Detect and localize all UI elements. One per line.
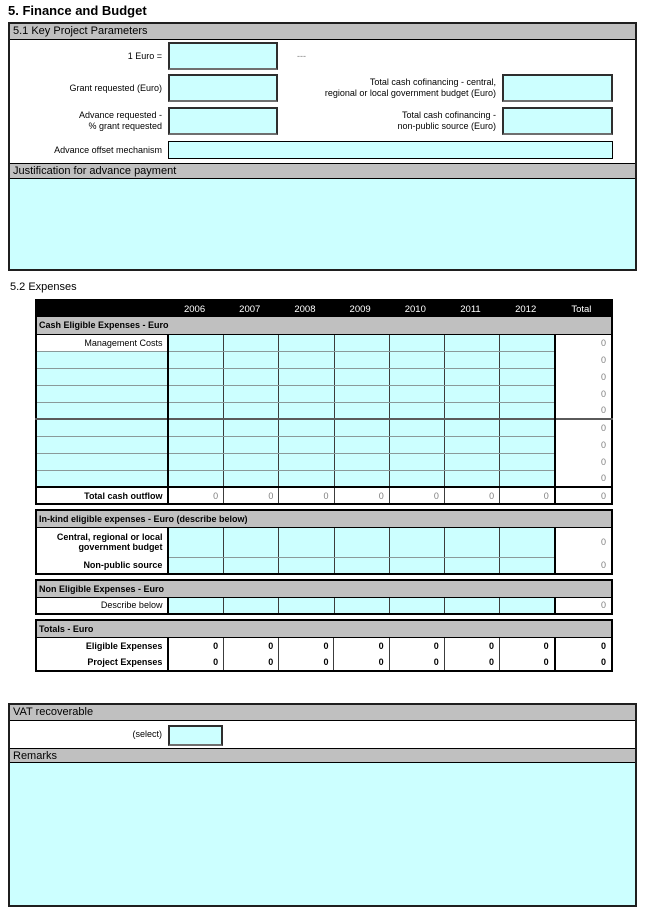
expense-input-cell[interactable] bbox=[168, 402, 223, 419]
cofinancing-central-label bbox=[270, 77, 496, 99]
year-header-total: Total bbox=[555, 300, 612, 317]
cofinancing-nonpublic-input[interactable] bbox=[502, 107, 613, 135]
expense-value-cell: 0 bbox=[500, 487, 555, 504]
row-total-cell: 0 bbox=[555, 368, 612, 385]
expense-input-cell[interactable] bbox=[389, 597, 444, 614]
row-label-cell[interactable] bbox=[36, 470, 168, 487]
row-total-cell: 0 bbox=[555, 351, 612, 368]
expense-input-cell[interactable] bbox=[279, 368, 334, 385]
table-row bbox=[36, 385, 612, 402]
row-label-cell: Total cash outflow bbox=[36, 487, 168, 504]
cofinancing-nonpublic-label-line1: Total cash cofinancing - bbox=[401, 110, 496, 120]
row-total-cell: 0 bbox=[555, 419, 612, 436]
vat-select-label: (select) bbox=[132, 729, 162, 739]
expense-value-cell: 0 bbox=[224, 487, 279, 504]
row-label-cell[interactable] bbox=[36, 419, 168, 436]
expense-input-cell[interactable] bbox=[279, 470, 334, 487]
grant-requested-input[interactable] bbox=[168, 74, 278, 102]
section-header-cash-eligible: Cash Eligible Expenses - Euro bbox=[36, 317, 612, 334]
row-total-cell: 0 bbox=[555, 597, 612, 614]
expense-input-cell[interactable] bbox=[389, 419, 444, 436]
expense-input-cell[interactable] bbox=[444, 597, 499, 614]
expense-input-cell[interactable] bbox=[389, 453, 444, 470]
expenses-area bbox=[35, 299, 613, 676]
expense-input-cell[interactable] bbox=[500, 351, 555, 368]
justification-textarea[interactable] bbox=[10, 179, 635, 269]
expense-input-cell[interactable] bbox=[279, 597, 334, 614]
expense-input-cell[interactable] bbox=[168, 470, 223, 487]
expense-input-cell[interactable] bbox=[168, 453, 223, 470]
remarks-textarea[interactable] bbox=[10, 763, 635, 905]
expense-input-cell[interactable] bbox=[444, 385, 499, 402]
expense-input-cell[interactable] bbox=[279, 402, 334, 419]
expense-input-cell[interactable] bbox=[168, 557, 223, 574]
expense-input-cell[interactable] bbox=[500, 402, 555, 419]
table-row bbox=[36, 419, 612, 436]
page-title: 5. Finance and Budget bbox=[8, 3, 147, 18]
year-header-2012: 2012 bbox=[500, 300, 555, 317]
row-total-cell: 0 bbox=[555, 436, 612, 453]
row-label-cell: Management Costs bbox=[36, 334, 168, 351]
advance-offset-label: Advance offset mechanism bbox=[54, 145, 162, 155]
expense-input-cell[interactable] bbox=[334, 470, 389, 487]
row-total-cell: 0 bbox=[555, 402, 612, 419]
row-total-cell: 0 bbox=[555, 527, 612, 557]
row-total-cell: 0 bbox=[555, 557, 612, 574]
row-label-cell: Central, regional or local government budget bbox=[36, 527, 168, 557]
table-row bbox=[36, 470, 612, 487]
expense-input-cell[interactable] bbox=[444, 527, 499, 557]
cofinancing-nonpublic-label-line2: non-public source (Euro) bbox=[397, 121, 496, 131]
expense-input-cell[interactable] bbox=[334, 453, 389, 470]
row-label-cell[interactable] bbox=[36, 402, 168, 419]
total-row bbox=[36, 487, 612, 504]
expenses-section-in-kind bbox=[35, 509, 613, 575]
section-header-row bbox=[36, 620, 612, 637]
expense-input-cell[interactable] bbox=[444, 351, 499, 368]
row-label-cell[interactable] bbox=[36, 436, 168, 453]
table-row bbox=[36, 402, 612, 419]
expense-input-cell[interactable] bbox=[500, 385, 555, 402]
table-row bbox=[36, 368, 612, 385]
expense-input-cell[interactable] bbox=[224, 385, 279, 402]
expense-input-cell[interactable] bbox=[334, 368, 389, 385]
expense-input-cell[interactable] bbox=[279, 453, 334, 470]
expense-value-cell: 0 bbox=[334, 487, 389, 504]
expense-input-cell[interactable] bbox=[168, 419, 223, 436]
table-row bbox=[36, 453, 612, 470]
expense-input-cell[interactable] bbox=[389, 368, 444, 385]
expense-input-cell[interactable] bbox=[168, 385, 223, 402]
expense-input-cell[interactable] bbox=[444, 557, 499, 574]
expense-input-cell[interactable] bbox=[334, 436, 389, 453]
grant-requested-label: Grant requested (Euro) bbox=[69, 83, 162, 93]
expense-input-cell[interactable] bbox=[224, 470, 279, 487]
expenses-section-cash-eligible bbox=[35, 299, 613, 505]
year-header-2010: 2010 bbox=[389, 300, 444, 317]
expense-input-cell[interactable] bbox=[444, 470, 499, 487]
expense-value-cell: 0 bbox=[224, 637, 279, 654]
expense-input-cell[interactable] bbox=[334, 351, 389, 368]
expense-input-cell[interactable] bbox=[224, 402, 279, 419]
expense-input-cell[interactable] bbox=[389, 557, 444, 574]
section-header-row bbox=[36, 580, 612, 597]
section-header-in-kind: In-kind eligible expenses - Euro (describe below) bbox=[36, 510, 612, 527]
euro-rate-input[interactable] bbox=[168, 42, 278, 70]
row-label-cell: Project Expenses bbox=[36, 654, 168, 671]
expense-input-cell[interactable] bbox=[224, 597, 279, 614]
expense-input-cell[interactable] bbox=[168, 597, 223, 614]
expense-input-cell[interactable] bbox=[334, 385, 389, 402]
expense-value-cell: 0 bbox=[334, 637, 389, 654]
expense-input-cell[interactable] bbox=[224, 351, 279, 368]
year-header-2006: 2006 bbox=[168, 300, 223, 317]
expense-input-cell[interactable] bbox=[500, 368, 555, 385]
remarks-header: Remarks bbox=[10, 748, 635, 763]
advance-requested-input[interactable] bbox=[168, 107, 278, 135]
expense-input-cell[interactable] bbox=[224, 527, 279, 557]
table-row bbox=[36, 637, 612, 654]
expense-input-cell[interactable] bbox=[334, 597, 389, 614]
expense-input-cell[interactable] bbox=[500, 453, 555, 470]
expense-input-cell[interactable] bbox=[389, 527, 444, 557]
expense-value-cell: 0 bbox=[389, 654, 444, 671]
expense-value-cell: 0 bbox=[499, 654, 554, 671]
row-label-cell[interactable] bbox=[36, 385, 168, 402]
expense-input-cell[interactable] bbox=[279, 527, 334, 557]
expense-input-cell[interactable] bbox=[224, 368, 279, 385]
expense-input-cell[interactable] bbox=[500, 334, 555, 351]
vat-header: VAT recoverable bbox=[10, 705, 635, 721]
expense-value-cell: 0 bbox=[168, 487, 223, 504]
expense-input-cell[interactable] bbox=[279, 557, 334, 574]
expense-input-cell[interactable] bbox=[334, 557, 389, 574]
expense-input-cell[interactable] bbox=[279, 436, 334, 453]
expense-input-cell[interactable] bbox=[500, 557, 555, 574]
key-parameters-section bbox=[8, 22, 637, 271]
advance-offset-input[interactable] bbox=[168, 141, 613, 159]
vat-body bbox=[10, 721, 635, 748]
expense-value-cell: 0 bbox=[389, 637, 444, 654]
row-total-cell: 0 bbox=[555, 487, 612, 504]
expense-input-cell[interactable] bbox=[444, 402, 499, 419]
expenses-title: 5.2 Expenses bbox=[10, 281, 77, 293]
expense-value-cell: 0 bbox=[279, 654, 334, 671]
expense-input-cell[interactable] bbox=[500, 436, 555, 453]
year-header-2011: 2011 bbox=[444, 300, 499, 317]
table-row bbox=[36, 597, 612, 614]
year-header-2008: 2008 bbox=[279, 300, 334, 317]
cofinancing-central-label-line1: Total cash cofinancing - central, bbox=[369, 77, 496, 87]
advance-requested-label bbox=[10, 110, 162, 132]
row-total-cell: 0 bbox=[555, 637, 612, 654]
expense-input-cell[interactable] bbox=[168, 334, 223, 351]
row-label-cell[interactable] bbox=[36, 351, 168, 368]
advance-requested-label-line2: % grant requested bbox=[88, 121, 162, 131]
expense-input-cell[interactable] bbox=[389, 402, 444, 419]
expense-value-cell: 0 bbox=[168, 637, 223, 654]
expense-input-cell[interactable] bbox=[279, 351, 334, 368]
expense-input-cell[interactable] bbox=[279, 385, 334, 402]
expense-value-cell: 0 bbox=[224, 654, 279, 671]
expense-input-cell[interactable] bbox=[279, 419, 334, 436]
advance-requested-label-line1: Advance requested - bbox=[78, 110, 162, 120]
row-total-cell: 0 bbox=[555, 334, 612, 351]
row-label-cell[interactable] bbox=[36, 368, 168, 385]
expense-input-cell[interactable] bbox=[168, 351, 223, 368]
section-header-row bbox=[36, 317, 612, 334]
year-header-spacer bbox=[36, 300, 168, 317]
expense-input-cell[interactable] bbox=[168, 368, 223, 385]
expense-value-cell: 0 bbox=[279, 637, 334, 654]
justification-header: Justification for advance payment bbox=[10, 163, 635, 179]
expense-value-cell: 0 bbox=[444, 654, 499, 671]
expense-input-cell[interactable] bbox=[444, 419, 499, 436]
key-parameters-header: 5.1 Key Project Parameters bbox=[10, 24, 635, 40]
euro-rate-suffix: --- bbox=[297, 51, 306, 61]
expense-input-cell[interactable] bbox=[279, 334, 334, 351]
row-total-cell: 0 bbox=[555, 654, 612, 671]
year-header-row bbox=[36, 300, 612, 317]
row-total-cell: 0 bbox=[555, 470, 612, 487]
euro-rate-label: 1 Euro = bbox=[127, 51, 162, 61]
expense-input-cell[interactable] bbox=[500, 527, 555, 557]
expense-input-cell[interactable] bbox=[224, 419, 279, 436]
section-header-non-eligible: Non Eligible Expenses - Euro bbox=[36, 580, 612, 597]
expense-value-cell: 0 bbox=[444, 487, 499, 504]
expense-input-cell[interactable] bbox=[444, 453, 499, 470]
row-total-cell: 0 bbox=[555, 453, 612, 470]
vat-select-input[interactable] bbox=[168, 725, 223, 746]
expenses-section-non-eligible bbox=[35, 579, 613, 615]
expense-input-cell[interactable] bbox=[389, 470, 444, 487]
table-row bbox=[36, 654, 612, 671]
expense-value-cell: 0 bbox=[499, 637, 554, 654]
expense-input-cell[interactable] bbox=[389, 351, 444, 368]
expense-input-cell[interactable] bbox=[444, 334, 499, 351]
expense-input-cell[interactable] bbox=[168, 527, 223, 557]
row-label-cell: Eligible Expenses bbox=[36, 637, 168, 654]
row-label-cell: Non-public source bbox=[36, 557, 168, 574]
expense-input-cell[interactable] bbox=[444, 368, 499, 385]
vat-section bbox=[8, 703, 637, 907]
expense-input-cell[interactable] bbox=[389, 334, 444, 351]
row-label-cell: Describe below bbox=[36, 597, 168, 614]
expense-input-cell[interactable] bbox=[500, 597, 555, 614]
key-parameters-body bbox=[10, 40, 635, 163]
expense-input-cell[interactable] bbox=[224, 453, 279, 470]
expense-input-cell[interactable] bbox=[334, 334, 389, 351]
section-header-totals: Totals - Euro bbox=[36, 620, 612, 637]
cofinancing-central-label-line2: regional or local government budget (Euro) bbox=[324, 88, 496, 98]
table-row bbox=[36, 334, 612, 351]
expense-input-cell[interactable] bbox=[334, 419, 389, 436]
table-row bbox=[36, 527, 612, 557]
expense-input-cell[interactable] bbox=[444, 436, 499, 453]
row-total-cell: 0 bbox=[555, 385, 612, 402]
table-row bbox=[36, 351, 612, 368]
row-label-cell[interactable] bbox=[36, 453, 168, 470]
table-row bbox=[36, 557, 612, 574]
expense-input-cell[interactable] bbox=[224, 436, 279, 453]
expense-input-cell[interactable] bbox=[168, 436, 223, 453]
cofinancing-nonpublic-label bbox=[270, 110, 496, 132]
section-header-row bbox=[36, 510, 612, 527]
expense-input-cell[interactable] bbox=[334, 527, 389, 557]
expense-input-cell[interactable] bbox=[224, 334, 279, 351]
year-header-2009: 2009 bbox=[334, 300, 389, 317]
expense-value-cell: 0 bbox=[389, 487, 444, 504]
table-row bbox=[36, 436, 612, 453]
expense-value-cell: 0 bbox=[444, 637, 499, 654]
expenses-section-totals bbox=[35, 619, 613, 672]
expense-input-cell[interactable] bbox=[500, 419, 555, 436]
year-header-2007: 2007 bbox=[224, 300, 279, 317]
expense-input-cell[interactable] bbox=[334, 402, 389, 419]
expense-value-cell: 0 bbox=[279, 487, 334, 504]
cofinancing-central-input[interactable] bbox=[502, 74, 613, 102]
expense-input-cell[interactable] bbox=[224, 557, 279, 574]
expense-value-cell: 0 bbox=[168, 654, 223, 671]
expense-input-cell[interactable] bbox=[389, 385, 444, 402]
expense-value-cell: 0 bbox=[334, 654, 389, 671]
expense-input-cell[interactable] bbox=[500, 470, 555, 487]
expense-input-cell[interactable] bbox=[389, 436, 444, 453]
